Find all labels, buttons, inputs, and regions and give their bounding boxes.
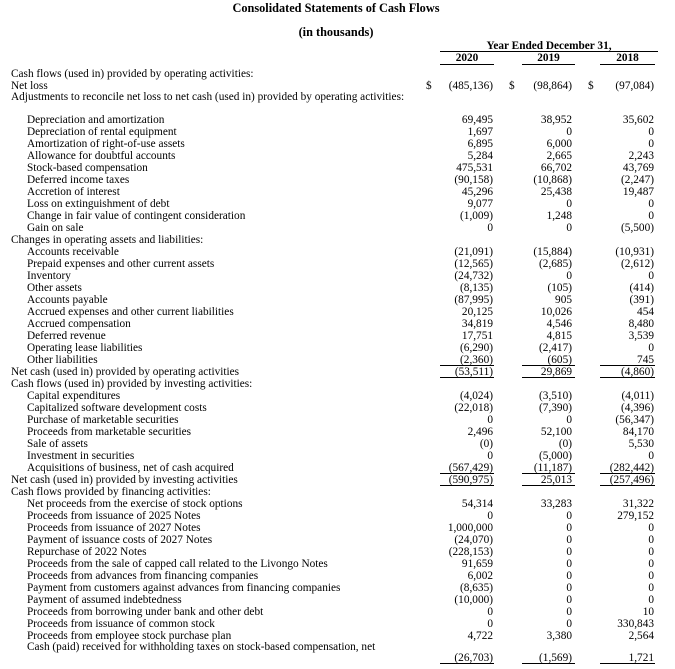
value-2020: 1,000,000 [447,521,493,534]
value-2018: 2,243 [628,149,654,162]
value-2020: (26,703) [454,651,493,664]
subtotal-rule [522,663,575,664]
value-2019: 38,952 [540,113,572,126]
value-2020: (4,024) [460,389,493,402]
value-2019: 2,665 [546,149,572,162]
table-row [0,414,675,426]
table-row [0,80,675,92]
table-row [0,582,675,594]
table-row [0,162,675,174]
table-row [0,330,675,342]
value-2019: 0 [566,269,572,282]
row-label: Accrued expenses and other current liabilities [27,305,234,318]
table-row [0,474,675,486]
value-2019: 905 [555,293,572,306]
year-2018-rule [600,64,655,65]
table-row [0,366,675,378]
value-2019: 4,815 [546,329,572,342]
value-2020: 6,895 [467,137,493,150]
value-2020: (10,000) [454,593,493,606]
value-2018: 2,564 [628,629,654,642]
value-2019: (2,685) [539,257,572,270]
value-2018: 0 [648,125,654,138]
value-2018: 0 [648,545,654,558]
value-2018: (5,500) [621,221,654,234]
row-label: Stock-based compensation [27,161,148,174]
table-row [0,630,675,642]
row-label: Accounts receivable [27,245,119,258]
value-2020: (0) [479,437,493,450]
value-2019: 0 [566,533,572,546]
value-2020: 45,296 [461,185,493,198]
value-2020: (8,135) [460,281,493,294]
table-row [0,234,675,246]
row-label: Payment of assumed indebtedness [27,593,182,606]
value-2019: 0 [566,581,572,594]
value-2018: 0 [648,569,654,582]
table-row [0,426,675,438]
table-row [0,294,675,306]
value-2018: 0 [648,341,654,354]
currency-symbol: $ [509,79,515,92]
value-2020: (590,975) [448,473,493,486]
value-2020: 0 [487,413,493,426]
value-2019: (11,187) [533,461,572,474]
year-2020-header: 2020 [455,52,479,64]
row-label: Operating lease liabilities [27,341,143,354]
row-label: Capitalized software development costs [27,401,207,414]
value-2020: (228,153) [448,545,493,558]
value-2018: (56,347) [615,413,654,426]
value-2018: 0 [648,521,654,534]
value-2019: 0 [566,593,572,606]
value-2020: 34,819 [461,317,493,330]
table-row [0,126,675,138]
row-label: Repurchase of 2022 Notes [27,545,147,558]
row-label: Sale of assets [27,437,88,450]
table-row [0,318,675,330]
row-label: Payment from customers against advances from financing companies [27,581,341,594]
value-2019: 0 [566,221,572,234]
table-row [0,174,675,186]
value-2019: 1,248 [546,209,572,222]
value-2018: 0 [648,449,654,462]
value-2018: (4,396) [621,401,654,414]
value-2018: 0 [648,557,654,570]
row-label: Other liabilities [27,353,98,366]
row-label: Allowance for doubtful accounts [27,149,176,162]
value-2020: 91,659 [461,557,493,570]
row-label: Cash (paid) received for withholding taxes on stock-based compensation, net [27,640,376,653]
value-2019: 29,869 [540,365,572,378]
table-row [0,222,675,234]
value-2020: (485,136) [448,79,493,92]
value-2018: 1,721 [628,651,654,664]
value-2018: 0 [648,269,654,282]
table-row [0,462,675,474]
value-2019: (605) [547,353,572,366]
value-2020: 0 [487,221,493,234]
value-2019: 0 [566,617,572,630]
year-2019-rule [522,64,575,65]
period-header: Year Ended December 31, [486,40,612,52]
value-2020: (87,995) [454,293,493,306]
value-2020: 2,496 [467,425,493,438]
value-2020: 5,284 [467,149,493,162]
row-label: Net proceeds from the exercise of stock options [27,497,243,510]
value-2019: (1,569) [539,651,572,664]
year-2019-header: 2019 [537,52,560,64]
currency-symbol: $ [588,79,594,92]
value-2020: (6,290) [460,341,493,354]
value-2020: 475,531 [456,161,493,174]
row-label: Other assets [27,281,82,294]
table-row [0,618,675,630]
value-2019: 6,000 [546,137,572,150]
cash-flow-table [0,68,675,664]
table-row [0,92,675,114]
value-2019: 0 [566,605,572,618]
table-row [0,150,675,162]
value-2018: (2,247) [621,173,654,186]
value-2020: (90,158) [454,173,493,186]
value-2018: 745 [637,353,654,366]
row-label: Proceeds from issuance of 2027 Notes [27,521,201,534]
value-2018: (97,084) [615,79,654,92]
value-2020: (2,360) [460,353,493,366]
value-2020: 0 [487,617,493,630]
row-label: Cash flows (used in) provided by investing activities: [11,377,253,390]
value-2018: 10 [642,605,654,618]
value-2018: (10,931) [615,245,654,258]
value-2019: (10,868) [533,173,572,186]
table-row [0,642,675,664]
value-2019: (0) [558,437,572,450]
row-label: Capital expenditures [27,389,121,402]
value-2019: 0 [566,557,572,570]
table-row [0,68,675,80]
value-2019: (105) [547,281,572,294]
value-2020: (24,070) [454,533,493,546]
statement-title: Consolidated Statements of Cash Flows [232,1,440,15]
value-2020: 0 [487,605,493,618]
row-label: Purchase of marketable securities [27,413,179,426]
row-label: Cash flows (used in) provided by operating activities: [11,67,254,80]
value-2019: 0 [566,521,572,534]
value-2020: (53,511) [454,365,493,378]
row-label: Proceeds from issuance of 2025 Notes [27,509,201,522]
value-2019: 66,702 [540,161,572,174]
value-2020: 0 [487,449,493,462]
table-row [0,570,675,582]
value-2019: 0 [566,569,572,582]
value-2019: 3,380 [546,629,572,642]
table-row [0,486,675,498]
value-2019: 0 [566,545,572,558]
value-2018: (414) [629,281,654,294]
table-row [0,606,675,618]
table-row [0,498,675,510]
table-row [0,246,675,258]
value-2020: 0 [487,509,493,522]
table-row [0,186,675,198]
table-row [0,546,675,558]
currency-symbol: $ [426,79,432,92]
table-row [0,282,675,294]
row-label: Net cash (used in) provided by investing activities [11,473,238,486]
table-row [0,402,675,414]
value-2019: 52,100 [540,425,572,438]
value-2019: 10,026 [540,305,572,318]
row-label: Proceeds from the sale of capped call related to the Livongo Notes [27,557,328,570]
value-2020: 17,751 [461,329,493,342]
value-2019: (98,864) [533,79,572,92]
value-2019: (5,000) [539,449,572,462]
value-2019: 0 [566,197,572,210]
table-row [0,210,675,222]
table-row [0,378,675,390]
table-row [0,114,675,126]
value-2019: (15,884) [533,245,572,258]
statement-units: (in thousands) [298,25,374,39]
row-label: Cash flows provided by financing activities: [11,485,211,498]
value-2019: 0 [566,413,572,426]
row-label: Loss on extinguishment of debt [27,197,170,210]
value-2019: (3,510) [539,389,572,402]
value-2018: 35,602 [622,113,654,126]
table-row [0,354,675,366]
value-2020: 6,002 [467,569,493,582]
table-row [0,438,675,450]
table-row [0,138,675,150]
value-2018: 330,843 [617,617,654,630]
value-2019: 4,546 [546,317,572,330]
row-label: Acquisitions of business, net of cash acquired [27,461,234,474]
table-row [0,198,675,210]
table-row [0,522,675,534]
year-2020-rule [440,64,494,65]
value-2019: 0 [566,509,572,522]
value-2018: 279,152 [617,509,654,522]
value-2018: 3,539 [628,329,654,342]
value-2020: 4,722 [467,629,493,642]
value-2020: 69,495 [461,113,493,126]
value-2018: 0 [648,533,654,546]
row-label: Inventory [27,269,71,282]
row-label: Accounts payable [27,293,108,306]
row-label: Proceeds from borrowing under bank and other debt [27,605,264,618]
row-label: Net loss [11,79,48,92]
value-2018: 0 [648,137,654,150]
table-row [0,342,675,354]
table-row [0,450,675,462]
row-label: Proceeds from employee stock purchase plan [27,629,232,642]
value-2020: (21,091) [454,245,493,258]
row-label: Prepaid expenses and other current assets [27,257,215,270]
row-label: Depreciation and amortization [27,113,165,126]
row-label: Payment of issuance costs of 2027 Notes [27,533,213,546]
value-2020: 9,077 [467,197,493,210]
row-label: Change in fair value of contingent consideration [27,209,246,222]
value-2019: 25,438 [540,185,572,198]
value-2018: (282,442) [609,461,654,474]
value-2020: (12,565) [454,257,493,270]
value-2018: 43,769 [622,161,654,174]
row-label: Proceeds from issuance of common stock [27,617,215,630]
value-2020: (8,635) [460,581,493,594]
value-2020: (24,732) [454,269,493,282]
value-2018: 0 [648,197,654,210]
year-2018-header: 2018 [616,52,639,64]
value-2018: 0 [648,593,654,606]
value-2018: 84,170 [622,425,654,438]
table-row [0,306,675,318]
value-2020: 1,697 [467,125,493,138]
row-label: Proceeds from advances from financing companies [27,569,259,582]
value-2019: 25,013 [540,473,572,486]
row-label: Investment in securities [27,449,135,462]
value-2018: 0 [648,209,654,222]
value-2018: 0 [648,581,654,594]
row-label: Deferred income taxes [27,173,130,186]
value-2020: (1,009) [460,209,493,222]
table-row [0,558,675,570]
value-2018: 454 [637,305,654,318]
value-2018: (2,612) [621,257,654,270]
row-label: Depreciation of rental equipment [27,125,177,138]
value-2018: (4,011) [621,389,654,402]
value-2020: 54,314 [461,497,493,510]
value-2019: 0 [566,125,572,138]
table-row [0,594,675,606]
value-2020: 20,125 [461,305,493,318]
table-row [0,534,675,546]
row-label: Accrued compensation [27,317,131,330]
table-row [0,390,675,402]
value-2018: 8,480 [628,317,654,330]
table-row [0,510,675,522]
row-label: Accretion of interest [27,185,120,198]
value-2019: 33,283 [540,497,572,510]
value-2019: (2,417) [539,341,572,354]
subtotal-rule [440,663,494,664]
row-label: Net cash (used in) provided by operating activities [11,365,240,378]
value-2018: 5,530 [628,437,654,450]
row-label: Proceeds from marketable securities [27,425,192,438]
value-2020: (22,018) [454,401,493,414]
value-2018: 19,487 [622,185,654,198]
value-2018: 31,322 [622,497,654,510]
value-2020: (567,429) [448,461,493,474]
row-label: Adjustments to reconcile net loss to net cash (used in) provided by operating activities: [11,90,405,103]
value-2019: (7,390) [539,401,572,414]
subtotal-rule [600,663,655,664]
row-label: Deferred revenue [27,329,106,342]
value-2018: (4,860) [621,365,654,378]
table-row [0,258,675,270]
row-label: Changes in operating assets and liabilities: [11,233,204,246]
value-2018: (391) [629,293,654,306]
row-label: Gain on sale [27,221,84,234]
row-label: Amortization of right-of-use assets [27,137,185,150]
value-2018: (257,496) [609,473,654,486]
table-row [0,270,675,282]
